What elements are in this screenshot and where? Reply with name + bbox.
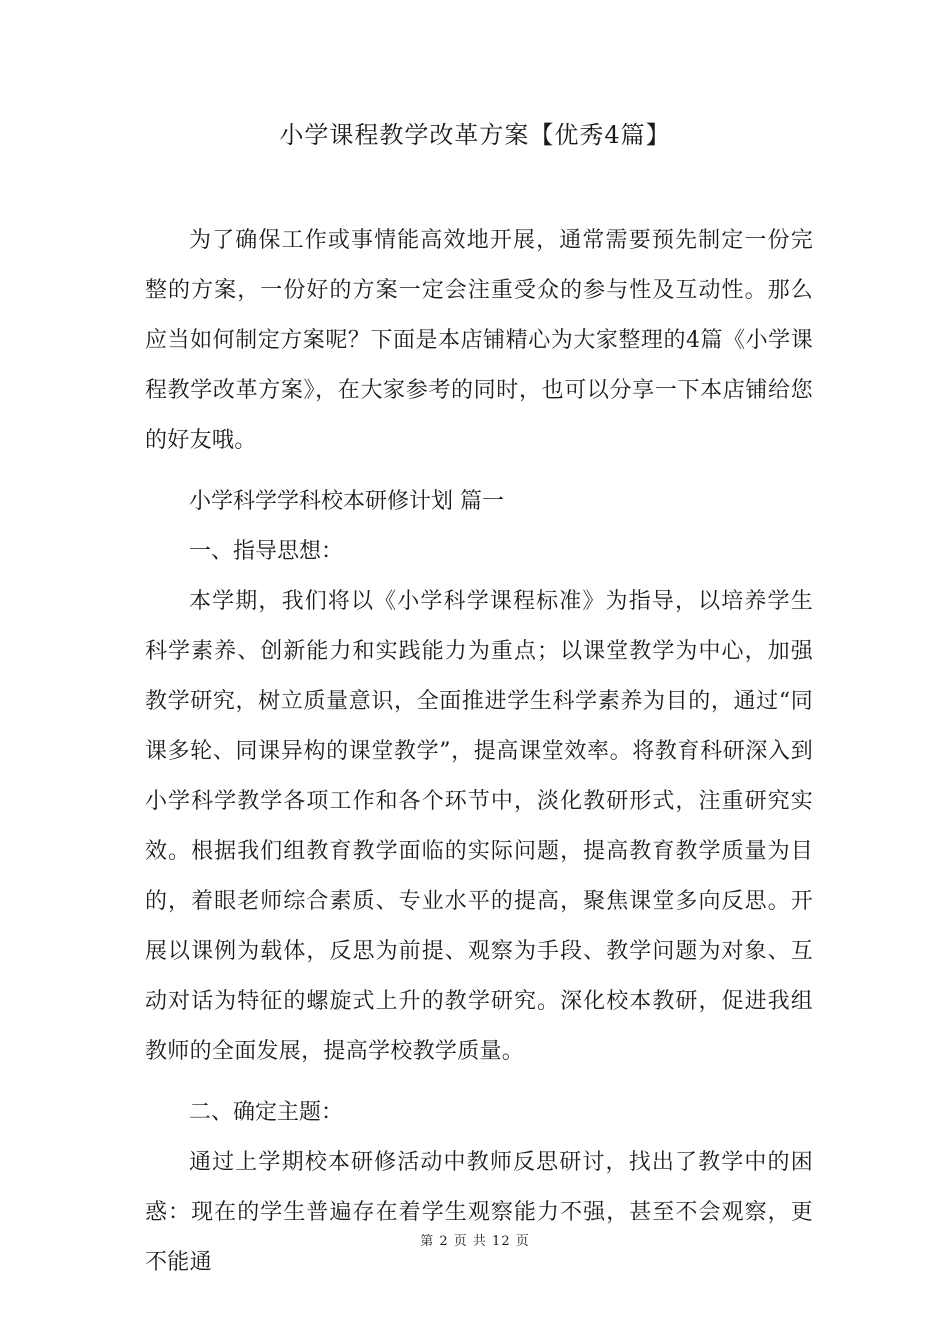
intro-paragraph: 为了确保工作或事情能高效地开展，通常需要预先制定一份完整的方案，一份好的方案一定会注重受众的参与性及互动性。那么应当如何制定方案呢？下面是本店铺精心为大家整理的4篇《小学课程教学改革方案》，在大家参考的同时，也可以分享一下本店铺给您的好友哦。 xyxy=(145,228,813,453)
determine-theme-paragraph: 通过上学期校本研修活动中教师反思研讨，找出了教学中的困惑：现在的学生普遍存在着学生观察能力不强，甚至不会观察，更不能通 xyxy=(145,1150,813,1275)
document-body xyxy=(145,216,813,1299)
guiding-ideology-paragraph: 本学期，我们将以《小学科学课程标准》为指导，以培养学生科学素养、创新能力和实践能力为重点；以课堂教学为中心，加强教学研究，树立质量意识，全面推进学生科学素养为目的，通过“同课多轮、同课异构的课堂教学”，提高课堂效率。将教育科研深入到小学科学教学各项工作和各个环节中，淡化教研形式，注重研究实效。根据我们组教育教学面临的实际问题，提高教育教学质量为目的，着眼老师综合素质、专业水平的提高，聚焦课堂多向反思。开展以课例为载体，反思为前提、观察为手段、教学问题为对象、互动对话为特征的螺旋式上升的教学研究。深化校本教研，促进我组教师的全面发展，提高学校教学质量。 xyxy=(145,589,813,1064)
section-title: 小学科学学科校本研修计划 篇一 xyxy=(189,489,504,514)
page-number: 第 2 页 共 12 页 xyxy=(420,1234,530,1249)
document-title: 小学课程教学改革方案【优秀4篇】 xyxy=(279,121,671,149)
heading-determine-theme: 二、确定主题： xyxy=(189,1100,344,1125)
heading-guiding-ideology: 一、指导思想： xyxy=(189,539,344,564)
